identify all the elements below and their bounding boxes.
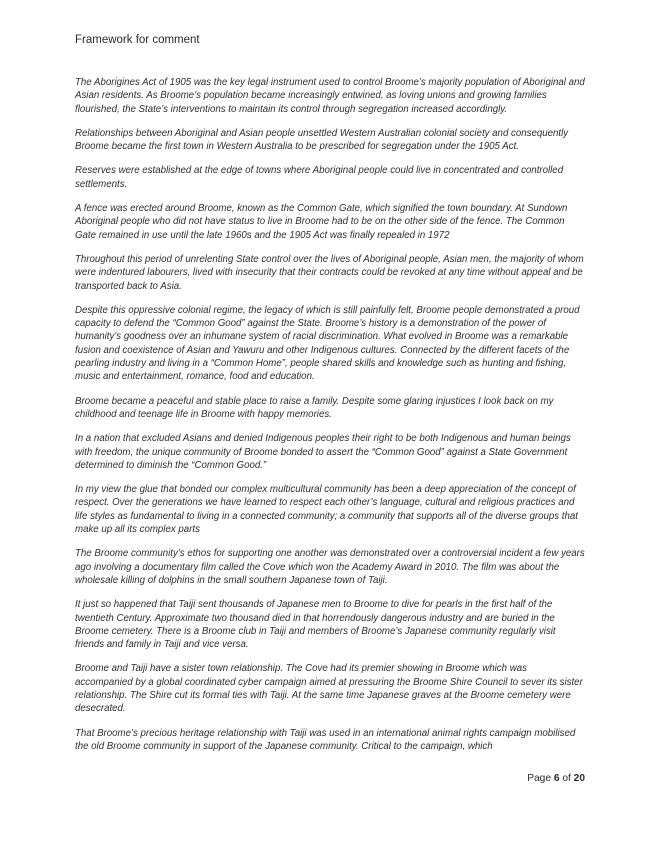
body-paragraph: Broome and Taiji have a sister town relationship. The Cove had its premier showing in Broome which was accompanied by a global coordinated cyber campaign aimed at pressuring the Broome Shire Council to sever its sister relationship. The Shire cut its formal ties with Taiji. At the same time Japanese graves at the Broome cemetery were desecrated. — [75, 663, 583, 715]
body-paragraph: Throughout this period of unrelenting State control over the lives of Aboriginal people, Asian men, the majority of whom were indentured labourers, lived with insecurity that their contracts could be revoked at any time without appeal and be transported back to Asia. — [75, 253, 584, 292]
body-text — [75, 76, 587, 753]
body-paragraph: The Broome community’s ethos for supporting one another was demonstrated over a controversial incident a few years ago involving a documentary film called the Cove which won the Academy Award in 2010. The film was about the wholesale killing of dolphins in the small southern Japanese town of Taiji. — [75, 548, 585, 586]
body-paragraph: A fence was erected around Broome, known as the Common Gate, which signified the town boundary. At Sundown Aboriginal people who did not have status to live in Broome had to be on the other side of the fence. The Common Gate remained in use until the late 1960s and the 1905 Act was finally repealed in 1972 — [75, 203, 568, 241]
body-paragraph: Despite this oppressive colonial regime, the legacy of which is still painfully felt, Broome people demonstrated a proud capacity to defend the “Common Good” against the State. Broome’s history is a demonstration of the power of humanity’s goodness over an inhumane system of racial discrimination. What evolved in Broome was a remarkable fusion and coexistence of Asian and Yawuru and other Indigenous cultures. Connected by the different facets of the pearling industry and living in a “Common Home”, people shared skills and knowledge such as hunting and fishing, music and entertainment, romance, food and education. — [75, 304, 580, 383]
footer-separator: of — [559, 773, 574, 784]
body-paragraph: That Broome’s precious heritage relationship with Taiji was used in an international animal rights campaign mobilised the old Broome community in support of the Japanese community. Critical to the campaign, which — [75, 727, 576, 752]
body-paragraph: In a nation that excluded Asians and denied Indigenous peoples their right to be both Indigenous and human beings with freedom, the unique community of Broome bonded to assert the “Common Good” against a State Government determined to diminish the “Common Good.” — [75, 433, 571, 471]
body-paragraph: Broome became a peaceful and stable place to raise a family. Despite some glaring injustices I look back on my childhood and teenage life in Broome with happy memories. — [75, 395, 554, 420]
body-paragraph: It just so happened that Taiji sent thousands of Japanese men to Broome to dive for pearls in the first half of the twentieth Century. Approximate two thousand died in that horrendously dangerous industry and are buried in the Broome cemetery. There is a Broome club in Taiji and members of Broome’s Japanese community regularly visit friends and family in Taiji and vice versa. — [75, 599, 556, 651]
page-title: Framework for comment — [75, 34, 200, 46]
body-paragraph: Reserves were established at the edge of towns where Aboriginal people could live in concentrated and controlled settlements. — [75, 165, 564, 190]
footer-page-number: 6 — [553, 773, 560, 784]
footer-prefix: Page — [527, 773, 554, 784]
body-paragraph: Relationships between Aboriginal and Asian people unsettled Western Australian colonial society and consequently Broome became the first town in Western Australia to be prescribed for segregation under the 1905 Act. — [75, 127, 569, 153]
document-content — [75, 33, 587, 764]
footer-total-pages: 20 — [573, 773, 585, 784]
body-paragraph: In my view the glue that bonded our complex multicultural community has been a deep appreciation of the concept of respect. Over the generations we have learned to respect each other’s language, cultural and religious practices and life styles as fundamental to living in a connected community; a community that supports all of the diverse groups that make up all its complex parts — [75, 484, 578, 536]
page-number-footer — [527, 773, 585, 784]
body-paragraph: The Aborigines Act of 1905 was the key legal instrument used to control Broome’s majority population of Aboriginal and Asian residents. As Broome’s population became increasingly entwined, as loving unions and growing families flourished, the State’s interventions to maintain its control through segregation increased accordingly. — [75, 77, 585, 115]
